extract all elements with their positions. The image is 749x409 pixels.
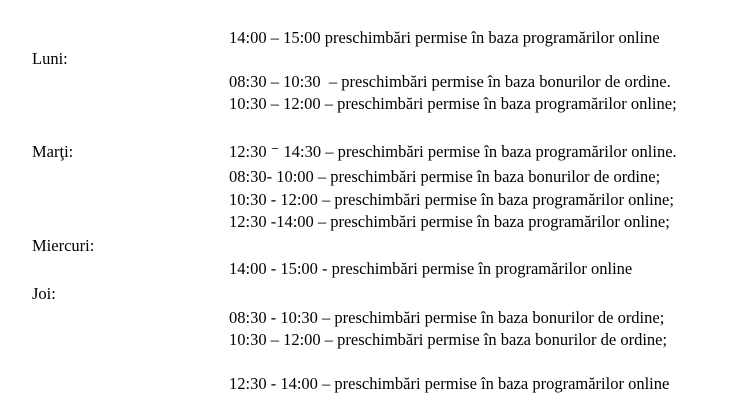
schedule-line: 12:30 ⁻ 14:30 – preschimbări permise în baza programărilor online.	[229, 142, 677, 161]
schedule-line: 10:30 – 12:00 – preschimbări permise în baza bonurilor de ordine;	[229, 330, 668, 349]
schedule-line: 10:30 - 12:00 – preschimbări permise în baza programărilor online;	[229, 190, 674, 209]
schedule-line: 12:30 - 14:00 – preschimbări permise în baza programărilor online	[229, 374, 670, 393]
day-label-tuesday: Marţi:	[32, 142, 74, 161]
schedule-line: 08:30 - 10:30 – preschimbări permise în baza bonurilor de ordine;	[229, 308, 665, 327]
schedule-line: 12:30 -14:00 – preschimbări permise în baza programărilor online;	[229, 212, 670, 231]
schedule-line: 14:00 - 15:00 - preschimbări permise în programărilor online	[229, 259, 633, 278]
day-label-thursday: Joi:	[32, 284, 56, 303]
schedule-line: 14:00 – 15:00 preschimbări permise în baza programărilor online	[229, 28, 660, 47]
schedule-line: 08:30 – 10:30 – preschimbări permise în baza bonurilor de ordine.	[229, 72, 671, 91]
day-label-wednesday: Miercuri:	[32, 236, 95, 255]
day-label-monday: Luni:	[32, 49, 68, 68]
schedule-line: 08:30- 10:00 – preschimbări permise în baza bonurilor de ordine;	[229, 167, 661, 186]
schedule-line: 10:30 – 12:00 – preschimbări permise în baza programărilor online;	[229, 94, 677, 113]
